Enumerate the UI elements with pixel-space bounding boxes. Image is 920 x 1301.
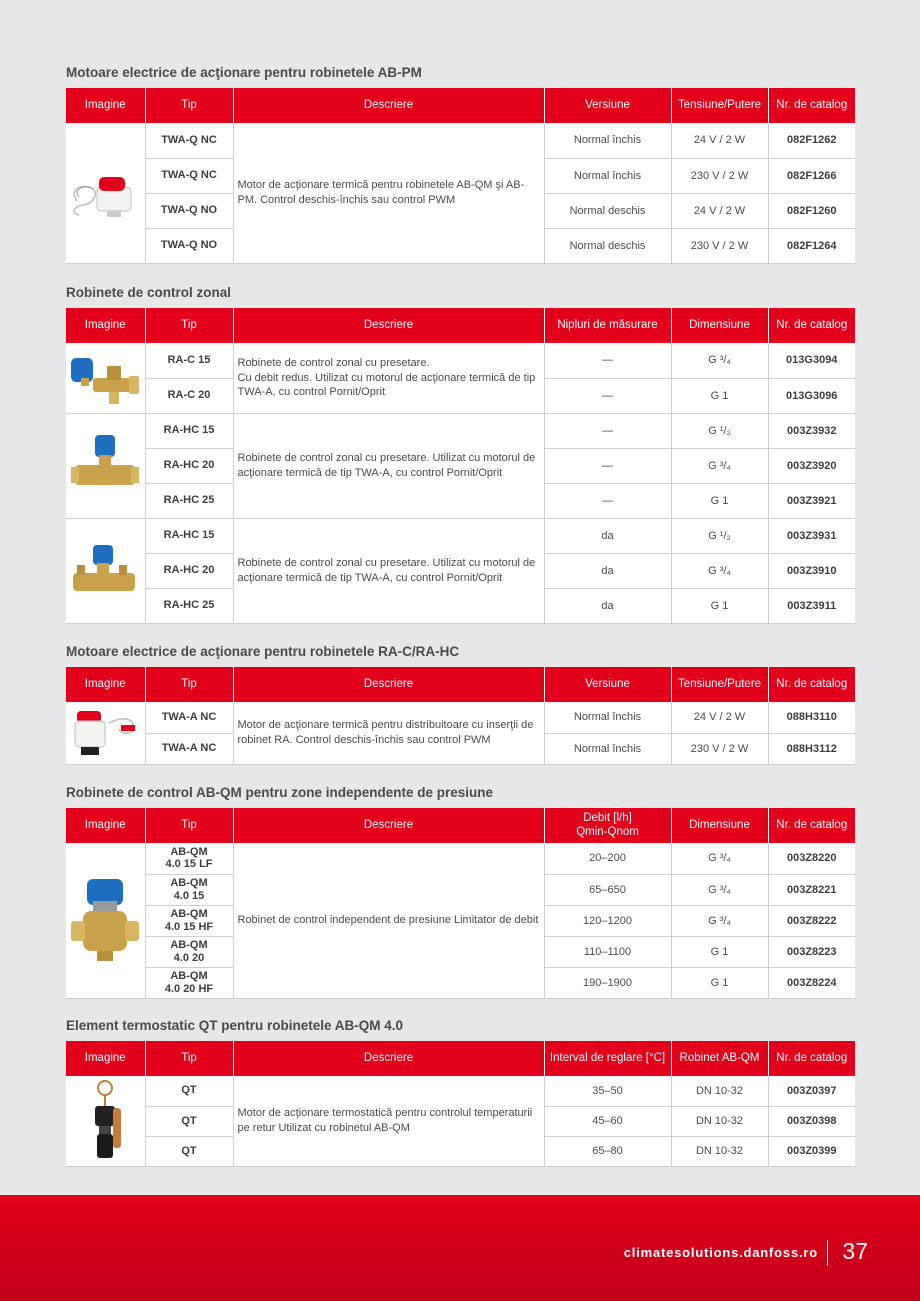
cell-catalog: 003Z3921 xyxy=(768,483,855,518)
header-descriere: Descriere xyxy=(233,1041,544,1076)
cell-description: Robinete de control zonal cu presetare. Utilizat cu motorul de acţionare termică de tip TWA-A, cu control Pornit/Oprit xyxy=(233,518,544,623)
section-title-zone-valves: Robinete de control zonal xyxy=(66,285,232,300)
header-nipluri: Nipluri de măsurare xyxy=(544,308,671,343)
cell-tip: RA-HC 15 xyxy=(145,518,233,553)
cell-description: Motor de acţionare termostatică pentru controlul temperaturii pe retur Utilizat cu robinetul AB-QM xyxy=(233,1076,544,1166)
page-number: 37 xyxy=(842,1238,868,1264)
table-row xyxy=(66,843,855,874)
table-ra-actuators xyxy=(66,667,855,765)
cell-nipluri: da xyxy=(544,518,671,553)
product-image-qt xyxy=(66,1076,145,1166)
cell-versiune: Normal închis xyxy=(544,733,671,764)
cell-debit: 20–200 xyxy=(544,843,671,874)
product-image-twa-a xyxy=(66,702,145,764)
header-tip: Tip xyxy=(145,667,233,702)
cell-nipluri: — xyxy=(544,413,671,448)
header-catalog: Nr. de catalog xyxy=(768,308,855,343)
table-row xyxy=(66,413,855,448)
cell-catalog: 088H3112 xyxy=(768,733,855,764)
section-title-ab-qm-valves: Robinete de control AB-QM pentru zone independente de presiune xyxy=(66,785,494,800)
header-imagine: Imagine xyxy=(66,308,145,343)
cell-tip: TWA-Q NO xyxy=(145,228,233,263)
cell-dimensiune: G ³/₄ xyxy=(671,874,768,905)
cell-tip: RA-C 20 xyxy=(145,378,233,413)
table-row xyxy=(66,702,855,733)
cell-nipluri: da xyxy=(544,553,671,588)
cell-nipluri: — xyxy=(544,483,671,518)
cell-catalog: 003Z8221 xyxy=(768,874,855,905)
header-imagine: Imagine xyxy=(66,88,145,123)
cell-dimensiune: G 1 xyxy=(671,378,768,413)
cell-versiune: Normal închis xyxy=(544,702,671,733)
cell-catalog: 082F1264 xyxy=(768,228,855,263)
cell-catalog: 003Z3932 xyxy=(768,413,855,448)
cell-tensiune: 230 V / 2 W xyxy=(671,158,768,193)
product-image-ra-c xyxy=(66,343,145,413)
header-tensiune: Tensiune/Putere xyxy=(671,88,768,123)
cell-robinet: DN 10-32 xyxy=(671,1136,768,1166)
cell-nipluri: — xyxy=(544,378,671,413)
product-image-ab-qm xyxy=(66,843,145,998)
cell-catalog: 003Z8223 xyxy=(768,936,855,967)
cell-tip: QT xyxy=(145,1076,233,1106)
header-versiune: Versiune xyxy=(544,667,671,702)
table-row xyxy=(66,518,855,553)
cell-tip: TWA-Q NO xyxy=(145,193,233,228)
cell-description: Motor de acţionare termică pentru distribuitoare cu inserţii de robinet RA. Control deschis-închis sau control PWM xyxy=(233,702,544,764)
header-imagine: Imagine xyxy=(66,808,145,843)
cell-debit: 110–1100 xyxy=(544,936,671,967)
cell-tip: QT xyxy=(145,1136,233,1166)
cell-tensiune: 24 V / 2 W xyxy=(671,193,768,228)
header-tip: Tip xyxy=(145,808,233,843)
header-descriere: Descriere xyxy=(233,808,544,843)
cell-dimensiune: G 1 xyxy=(671,588,768,623)
section-title-qt-element: Element termostatic QT pentru robinetele AB-QM 4.0 xyxy=(66,1018,404,1033)
header-descriere: Descriere xyxy=(233,88,544,123)
header-dimensiune: Dimensiune xyxy=(671,808,768,843)
cell-tip: AB-QM 4.0 15 LF xyxy=(145,843,233,874)
cell-tip: RA-HC 15 xyxy=(145,413,233,448)
cell-description: Robinete de control zonal cu presetare. Utilizat cu motorul de acţionare termică de tip TWA-A, cu control Pornit/Oprit xyxy=(233,413,544,518)
table-zone-valves xyxy=(66,308,855,624)
cell-dimensiune: G ¹/₂ xyxy=(671,413,768,448)
cell-dimensiune: G ³/₄ xyxy=(671,553,768,588)
cell-robinet: DN 10-32 xyxy=(671,1076,768,1106)
cell-dimensiune: G ³/₄ xyxy=(671,843,768,874)
cell-tip: RA-HC 20 xyxy=(145,553,233,588)
page-footer xyxy=(0,1195,920,1301)
cell-tip: TWA-A NC xyxy=(145,733,233,764)
cell-description: Robinet de control independent de presiune Limitator de debit xyxy=(233,843,544,998)
cell-catalog: 003Z3931 xyxy=(768,518,855,553)
header-robinet: Robinet AB-QM xyxy=(671,1041,768,1076)
cell-catalog: 088H3110 xyxy=(768,702,855,733)
header-versiune: Versiune xyxy=(544,88,671,123)
cell-catalog: 082F1260 xyxy=(768,193,855,228)
header-catalog: Nr. de catalog xyxy=(768,1041,855,1076)
cell-versiune: Normal închis xyxy=(544,123,671,158)
cell-catalog: 013G3094 xyxy=(768,343,855,378)
cell-interval: 65–80 xyxy=(544,1136,671,1166)
cell-tensiune: 230 V / 2 W xyxy=(671,228,768,263)
table-ab-pm-actuators xyxy=(66,88,855,264)
product-image-twa-q xyxy=(66,123,145,263)
cell-dimensiune: G ³/₄ xyxy=(671,905,768,936)
cell-description: Motor de acţionare termică pentru robinetele AB-QM şi AB-PM. Control deschis-închis sau control PWM xyxy=(233,123,544,263)
product-image-ra-hc xyxy=(66,413,145,518)
cell-dimensiune: G 1 xyxy=(671,936,768,967)
cell-tip: RA-HC 20 xyxy=(145,448,233,483)
cell-robinet: DN 10-32 xyxy=(671,1106,768,1136)
cell-tip: AB-QM 4.0 15 HF xyxy=(145,905,233,936)
cell-description: Robinete de control zonal cu presetare. Cu debit redus. Utilizat cu motorul de acţionare termică de tip TWA-A, cu control Pornit/Oprit xyxy=(233,343,544,413)
header-descriere: Descriere xyxy=(233,667,544,702)
cell-versiune: Normal deschis xyxy=(544,228,671,263)
header-imagine: Imagine xyxy=(66,1041,145,1076)
header-descriere: Descriere xyxy=(233,308,544,343)
table-row xyxy=(66,343,855,378)
cell-catalog: 003Z0397 xyxy=(768,1076,855,1106)
cell-tensiune: 230 V / 2 W xyxy=(671,733,768,764)
cell-debit: 120–1200 xyxy=(544,905,671,936)
cell-tip: TWA-Q NC xyxy=(145,158,233,193)
cell-catalog: 082F1266 xyxy=(768,158,855,193)
table-ab-qm-valves xyxy=(66,808,855,999)
cell-nipluri: da xyxy=(544,588,671,623)
cell-tip: TWA-Q NC xyxy=(145,123,233,158)
cell-debit: 65–650 xyxy=(544,874,671,905)
cell-tip: RA-HC 25 xyxy=(145,483,233,518)
section-title-ab-pm-actuators: Motoare electrice de acţionare pentru robinetele AB-PM xyxy=(66,65,422,80)
cell-catalog: 013G3096 xyxy=(768,378,855,413)
cell-catalog: 003Z0398 xyxy=(768,1106,855,1136)
cell-interval: 35–50 xyxy=(544,1076,671,1106)
cell-dimensiune: G ¹/₂ xyxy=(671,518,768,553)
footer-divider xyxy=(827,1240,828,1266)
cell-catalog: 003Z3910 xyxy=(768,553,855,588)
cell-catalog: 003Z3911 xyxy=(768,588,855,623)
cell-catalog: 003Z8220 xyxy=(768,843,855,874)
section-title-ra-actuators: Motoare electrice de acţionare pentru robinetele RA-C/RA-HC xyxy=(66,644,460,659)
cell-tip: AB-QM 4.0 20 HF xyxy=(145,967,233,998)
cell-nipluri: — xyxy=(544,343,671,378)
footer-url-link[interactable]: climatesolutions.danfoss.ro xyxy=(623,1245,818,1260)
header-interval: Interval de reglare [°C] xyxy=(544,1041,671,1076)
cell-tip: RA-C 15 xyxy=(145,343,233,378)
cell-dimensiune: G ³/₄ xyxy=(671,343,768,378)
cell-nipluri: — xyxy=(544,448,671,483)
cell-versiune: Normal deschis xyxy=(544,193,671,228)
table-row xyxy=(66,1076,855,1106)
product-image-ra-hc-nipples xyxy=(66,518,145,623)
header-tensiune: Tensiune/Putere xyxy=(671,667,768,702)
cell-dimensiune: G 1 xyxy=(671,967,768,998)
table-qt-element xyxy=(66,1041,855,1167)
table-row xyxy=(66,123,855,158)
cell-dimensiune: G 1 xyxy=(671,483,768,518)
cell-catalog: 003Z8222 xyxy=(768,905,855,936)
cell-catalog: 003Z0399 xyxy=(768,1136,855,1166)
cell-tip: AB-QM 4.0 15 xyxy=(145,874,233,905)
cell-catalog: 082F1262 xyxy=(768,123,855,158)
cell-debit: 190–1900 xyxy=(544,967,671,998)
cell-versiune: Normal închis xyxy=(544,158,671,193)
cell-interval: 45–60 xyxy=(544,1106,671,1136)
header-debit: Debit [l/h] Qmin-Qnom xyxy=(544,808,671,843)
cell-tensiune: 24 V / 2 W xyxy=(671,702,768,733)
header-imagine: Imagine xyxy=(66,667,145,702)
cell-tip: RA-HC 25 xyxy=(145,588,233,623)
cell-tip: TWA-A NC xyxy=(145,702,233,733)
header-tip: Tip xyxy=(145,88,233,123)
header-catalog: Nr. de catalog xyxy=(768,667,855,702)
header-tip: Tip xyxy=(145,308,233,343)
header-tip: Tip xyxy=(145,1041,233,1076)
cell-catalog: 003Z8224 xyxy=(768,967,855,998)
cell-tip: QT xyxy=(145,1106,233,1136)
header-catalog: Nr. de catalog xyxy=(768,88,855,123)
header-catalog: Nr. de catalog xyxy=(768,808,855,843)
header-dimensiune: Dimensiune xyxy=(671,308,768,343)
cell-tip: AB-QM 4.0 20 xyxy=(145,936,233,967)
cell-dimensiune: G ³/₄ xyxy=(671,448,768,483)
cell-catalog: 003Z3920 xyxy=(768,448,855,483)
cell-tensiune: 24 V / 2 W xyxy=(671,123,768,158)
